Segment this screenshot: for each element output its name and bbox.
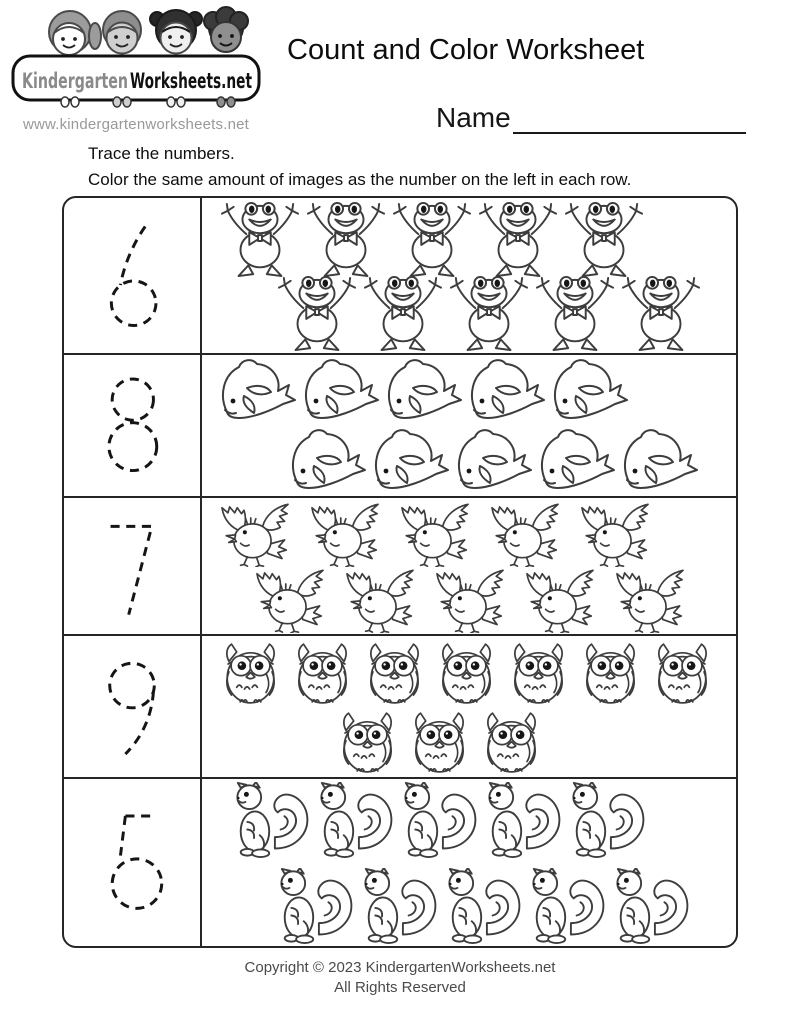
dashed-digit-icon xyxy=(99,510,165,622)
site-logo xyxy=(10,6,266,133)
logo-text-black: Worksheets.net xyxy=(130,69,252,93)
owl-image xyxy=(647,639,718,708)
bird-image xyxy=(426,567,514,633)
worksheet-row-5 xyxy=(64,779,736,946)
image-sub-row-bottom xyxy=(202,275,736,353)
owl-image xyxy=(404,708,475,777)
logo-text-gray: Kindergarten xyxy=(22,69,128,93)
name-line xyxy=(513,100,746,134)
dolphin-icon xyxy=(453,428,533,494)
image-sub-row-top xyxy=(202,501,736,567)
bird-image xyxy=(516,567,604,633)
worksheet-row-6 xyxy=(64,198,736,355)
owl-image xyxy=(359,639,430,708)
bird-image xyxy=(246,567,334,633)
image-sub-row-top xyxy=(202,639,736,708)
image-sub-row-top xyxy=(202,358,736,424)
frog-icon xyxy=(619,275,703,353)
dolphin-image xyxy=(370,428,450,494)
frog-icon xyxy=(447,275,531,353)
squirrel-icon xyxy=(443,868,527,944)
frog-icon xyxy=(390,201,474,279)
squirrel-icon xyxy=(399,782,483,858)
images-cell xyxy=(202,779,736,946)
images-cell xyxy=(202,498,736,634)
name-field xyxy=(436,100,746,134)
dolphin-icon xyxy=(300,358,380,424)
instruction-line-2: Color the same amount of images as the number on the left in each row. xyxy=(88,170,632,189)
bird-image xyxy=(571,501,659,567)
frog-image xyxy=(447,275,531,353)
owl-image xyxy=(575,639,646,708)
dolphin-image xyxy=(217,358,297,424)
dolphin-icon xyxy=(287,428,367,494)
owl-icon xyxy=(647,639,718,708)
dolphin-image xyxy=(383,358,463,424)
bird-icon xyxy=(571,501,659,567)
dolphin-icon xyxy=(370,428,450,494)
squirrel-icon xyxy=(231,782,315,858)
frog-icon xyxy=(533,275,617,353)
bird-image xyxy=(481,501,569,567)
trace-number-5 xyxy=(64,779,202,946)
frog-image xyxy=(218,201,302,279)
frog-image xyxy=(533,275,617,353)
owl-icon xyxy=(476,708,547,777)
name-label: Name xyxy=(436,102,511,133)
dolphin-image xyxy=(287,428,367,494)
trace-number-7 xyxy=(64,498,202,634)
svg-text:Kindergarten Worksheets. xyxy=(22,69,252,93)
dashed-digit-icon xyxy=(99,809,165,917)
owl-icon xyxy=(503,639,574,708)
dolphin-icon xyxy=(619,428,699,494)
frog-icon xyxy=(275,275,359,353)
owl-icon xyxy=(332,708,403,777)
owl-icon xyxy=(575,639,646,708)
dolphin-icon xyxy=(217,358,297,424)
dashed-digit-icon xyxy=(99,372,165,480)
dolphin-image xyxy=(549,358,629,424)
squirrel-image xyxy=(567,782,651,858)
dolphin-image xyxy=(619,428,699,494)
bird-icon xyxy=(606,567,694,633)
squirrel-image xyxy=(275,868,359,944)
image-sub-row-top xyxy=(202,201,736,279)
page-title: Count and Color Worksheet xyxy=(287,34,645,66)
page-footer xyxy=(0,958,800,998)
copyright-line: Copyright © 2023 KindergartenWorksheets.net xyxy=(244,959,556,976)
frog-icon xyxy=(562,201,646,279)
bird-icon xyxy=(301,501,389,567)
trace-number-6 xyxy=(64,198,202,353)
squirrel-image xyxy=(611,868,695,944)
images-cell xyxy=(202,636,736,777)
owl-icon xyxy=(431,639,502,708)
instruction-line-1: Trace the numbers. xyxy=(88,144,235,163)
frog-image xyxy=(390,201,474,279)
squirrel-image xyxy=(443,868,527,944)
frog-image xyxy=(476,201,560,279)
worksheet-table xyxy=(62,196,738,948)
trace-number-9 xyxy=(64,636,202,777)
frog-icon xyxy=(476,201,560,279)
bird-icon xyxy=(516,567,604,633)
owl-icon xyxy=(215,639,286,708)
bird-icon xyxy=(391,501,479,567)
dolphin-icon xyxy=(383,358,463,424)
squirrel-image xyxy=(315,782,399,858)
squirrel-icon xyxy=(611,868,695,944)
dolphin-image xyxy=(453,428,533,494)
owl-image xyxy=(431,639,502,708)
dashed-digit-icon xyxy=(99,222,165,330)
image-sub-row-bottom xyxy=(202,708,736,777)
kids-logo-icon xyxy=(10,6,262,110)
dolphin-icon xyxy=(466,358,546,424)
images-cell xyxy=(202,355,736,496)
dolphin-image xyxy=(536,428,616,494)
bird-image xyxy=(301,501,389,567)
bird-image xyxy=(336,567,424,633)
bird-icon xyxy=(426,567,514,633)
owl-icon xyxy=(404,708,475,777)
frog-image xyxy=(275,275,359,353)
site-url: www.kindergartenworksheets.net xyxy=(22,116,250,133)
dolphin-icon xyxy=(549,358,629,424)
bird-image xyxy=(211,501,299,567)
frog-icon xyxy=(361,275,445,353)
owl-icon xyxy=(287,639,358,708)
owl-image xyxy=(215,639,286,708)
frog-icon xyxy=(218,201,302,279)
bird-image xyxy=(391,501,479,567)
dashed-digit-icon xyxy=(99,653,165,761)
frog-image xyxy=(619,275,703,353)
image-sub-row-bottom xyxy=(202,868,736,944)
rights-line: All Rights Reserved xyxy=(334,979,466,996)
image-sub-row-bottom xyxy=(202,567,736,633)
squirrel-image xyxy=(527,868,611,944)
image-sub-row-top xyxy=(202,782,736,858)
squirrel-image xyxy=(399,782,483,858)
worksheet-row-8 xyxy=(64,355,736,498)
frog-image xyxy=(562,201,646,279)
squirrel-image xyxy=(231,782,315,858)
squirrel-icon xyxy=(275,868,359,944)
frog-image xyxy=(304,201,388,279)
worksheet-row-9 xyxy=(64,636,736,779)
trace-number-8 xyxy=(64,355,202,496)
squirrel-image xyxy=(483,782,567,858)
bird-icon xyxy=(336,567,424,633)
bird-icon xyxy=(481,501,569,567)
owl-image xyxy=(503,639,574,708)
squirrel-icon xyxy=(567,782,651,858)
squirrel-icon xyxy=(359,868,443,944)
owl-image xyxy=(287,639,358,708)
squirrel-image xyxy=(359,868,443,944)
squirrel-icon xyxy=(483,782,567,858)
image-sub-row-bottom xyxy=(202,428,736,494)
dolphin-icon xyxy=(536,428,616,494)
frog-icon xyxy=(304,201,388,279)
owl-image xyxy=(332,708,403,777)
bird-image xyxy=(606,567,694,633)
bird-icon xyxy=(211,501,299,567)
squirrel-icon xyxy=(527,868,611,944)
owl-icon xyxy=(359,639,430,708)
instructions xyxy=(88,141,631,193)
bird-icon xyxy=(246,567,334,633)
images-cell xyxy=(202,198,736,353)
dolphin-image xyxy=(300,358,380,424)
dolphin-image xyxy=(466,358,546,424)
owl-image xyxy=(476,708,547,777)
frog-image xyxy=(361,275,445,353)
worksheet-row-7 xyxy=(64,498,736,636)
squirrel-icon xyxy=(315,782,399,858)
